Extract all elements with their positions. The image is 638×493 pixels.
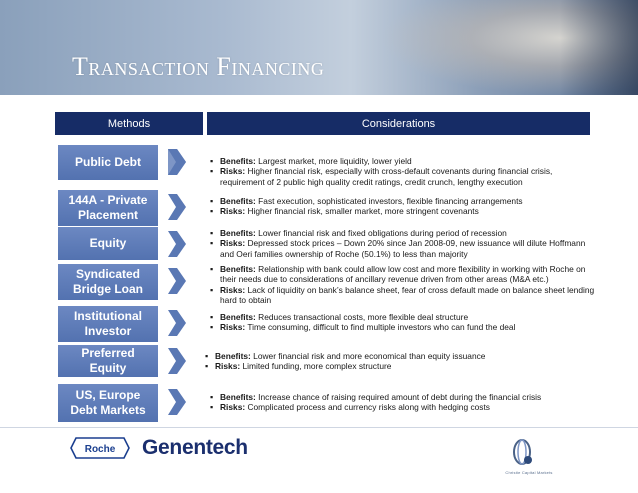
header-banner: [0, 0, 638, 95]
considerations-header: Considerations: [207, 112, 590, 135]
chevron-right-icon: [168, 348, 186, 374]
method-syndicated-bridge-loan: Syndicated Bridge Loan: [58, 264, 158, 300]
roche-logo: [70, 437, 130, 459]
genentech-logo: Genentech: [142, 436, 248, 459]
method-equity: Equity: [58, 227, 158, 260]
considerations-144a: [210, 196, 598, 217]
banner-edge: [560, 0, 638, 95]
considerations-bridge-loan: [210, 264, 598, 306]
method-institutional-investor: Institutional Investor: [58, 306, 158, 342]
considerations-debt-markets: [210, 392, 598, 413]
list-item: ▪ Benefits: Increase chance of raising required amount of debt during the financial crisis: [210, 392, 598, 402]
list-item: ▪ Benefits: Lower financial risk and more economical than equity issuance: [205, 351, 593, 361]
method-public-debt: Public Debt: [58, 145, 158, 180]
christie-capital-text: Christie Capital Markets: [505, 470, 553, 475]
chevron-right-icon: [168, 268, 186, 294]
list-item: ▪ Risks: Time consuming, difficult to find multiple investors who can fund the deal: [210, 322, 598, 332]
considerations-equity: [210, 228, 598, 259]
list-item: ▪ Risks: Depressed stock prices – Down 20% since Jan 2008-09, new issuance will dilute Hoffmann and Oeri families ownership of Roche (50.1%) to less than majority: [210, 238, 598, 259]
list-item: ▪ Risks: Complicated process and currency risks along with hedging costs: [210, 402, 598, 412]
list-item: ▪ Risks: Lack of liquidity on bank’s balance sheet, fear of cross default made on balance sheet lending hard to obtain: [210, 285, 598, 306]
chevron-right-icon: [168, 310, 186, 336]
chevron-right-icon: [168, 231, 186, 257]
list-item: ▪ Risks: Limited funding, more complex structure: [205, 361, 593, 371]
list-item: ▪ Benefits: Reduces transactional costs, more flexible deal structure: [210, 312, 598, 322]
chevron-right-icon: [168, 149, 186, 175]
method-144a-private-placement: 144A - Private Placement: [58, 190, 158, 226]
considerations-public-debt: [210, 156, 598, 187]
method-us-europe-debt-markets: US, Europe Debt Markets: [58, 384, 158, 422]
list-item: ▪ Benefits: Relationship with bank could allow low cost and more flexibility in working with Roche on their needs due to considerations of ancillary revenue driven from other areas (M&A etc.): [210, 264, 598, 285]
list-item: ▪ Benefits: Fast execution, sophisticated investors, flexible financing arrangements: [210, 196, 598, 206]
chevron-right-icon: [168, 389, 186, 415]
chevron-right-icon: [168, 194, 186, 220]
list-item: ▪ Risks: Higher financial risk, smaller market, more stringent covenants: [210, 206, 598, 216]
list-item: ▪ Risks: Higher financial risk, especially with cross-default covenants during financial crisis, requirement of 2 public high quality credit ratings, credit crunch, lengthy execution: [210, 166, 598, 187]
list-item: ▪ Benefits: Lower financial risk and fixed obligations during period of recession: [210, 228, 598, 238]
considerations-preferred-equity: [205, 351, 593, 372]
considerations-institutional: [210, 312, 598, 333]
slide-title: Transaction Financing: [72, 52, 325, 81]
roche-logo-text: Roche: [84, 444, 116, 455]
footer-divider: [0, 427, 638, 428]
method-preferred-equity: Preferred Equity: [58, 345, 158, 377]
list-item: ▪ Benefits: Largest market, more liquidity, lower yield: [210, 156, 598, 166]
methods-header: Methods: [55, 112, 203, 135]
